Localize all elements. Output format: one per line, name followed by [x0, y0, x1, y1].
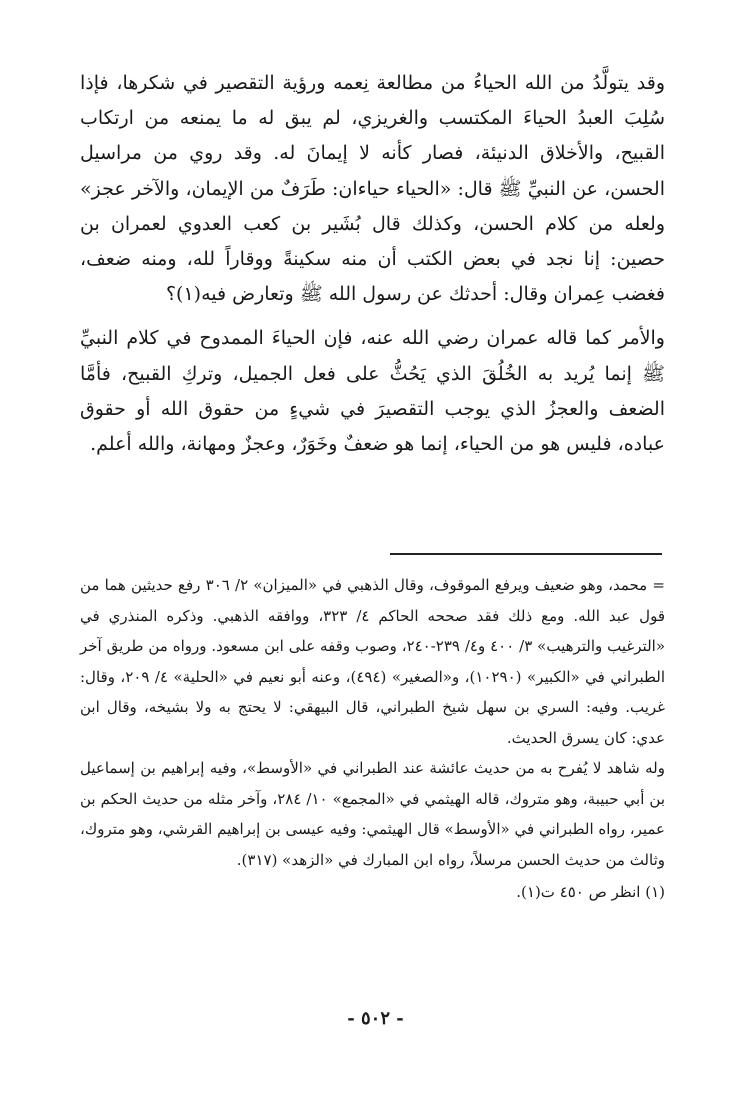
- footnote-reference: (١) انظر ص ٤٥٠ ت(١).: [516, 883, 665, 901]
- footnote-paragraph-2: وله شاهد لا يُفرح به من حديث عائشة عند الطبراني في «الأوسط»، وفيه إبراهيم بن إسماعيل بن أبي حبيبة، وهو متروك، قاله الهيثمي في «المجمع» ١٠/ ٢٨٤، وآخر مثله من حديث الحكم بن عمير، رواه الطبراني في «الأوسط» قال الهيثمي: وفيه عيسى بن إبراهيم القرشي، وهو متروك، وثالث من حديث الحسن مرسلاً، رواه ابن المبارك في «الزهد» (٣١٧).: [80, 759, 665, 869]
- main-text: [80, 66, 665, 462]
- footnote-paragraph-1: = محمد، وهو ضعيف ويرفع الموقوف، وقال الذهبي في «الميزان» ٢/ ٣٠٦ رفع حديثين هما من قول عبد الله. ومع ذلك فقد صححه الحاكم ٤/ ٣٢٣، ووافقه الذهبي. وذكره المنذري في «الترغيب والترهيب» ٣/ ٤٠٠ و٤/ ٢٣٩-٢٤٠، وصوب وقفه على ابن مسعود. ورواه من طريق آخر الطبراني في «الكبير» (١٠٢٩٠)، و«الصغير» (٤٩٤)، وعنه أبو نعيم في «الحلية» ٤/ ٢٠٩، وقال: غريب. وفيه: السري بن سهل شيخ الطبراني، قال البيهقي: لا يحتج به ولا بشيخه، وقال ابن عدي: كان يسرق الحديث.: [80, 576, 666, 747]
- footnote-divider: [390, 553, 662, 555]
- page-number: - ٥٠٢ -: [347, 1008, 404, 1029]
- main-paragraph-1: وقد يتولَّدُ من الله الحياءُ من مطالعة نِعمه ورؤية التقصير في شكرها، فإذا سُلِبَ العبدُ الحياءَ المكتسب والغريزي، لم يبق له ما يمنعه من ارتكاب القبيح، والأخلاق الدنيئة، فصار كأنه لا إيمانَ له. وقد روي من مراسيل الحسن، عن النبيِّ ﷺ قال: «الحياء حياءان: طَرَفٌ من الإيمان، والآخر عجز» ولعله من كلام الحسن، وكذلك قال بُشَير بن كعب العدوي لعمران بن حصين: إنا نجد في بعض الكتب أن منه سكينةً ووقاراً لله، ومنه ضعف، فغضب عِمران وقال: أحدثك عن رسول الله ﷺ وتعارض فيه(١)؟: [80, 72, 665, 306]
- footnotes: [80, 570, 665, 908]
- main-paragraph-2: والأمر كما قاله عمران رضي الله عنه، فإن الحياءَ الممدوح في كلام النبيِّ ﷺ إنما يُريد به الخُلُقَ الذي يَحُثُّ على فعل الجميل، وتركِ القبيح، فأمَّا الضعف والعجزُ الذي يوجب التقصيرَ في شيءٍ من حقوق الله أو حقوق عباده، فليس هو من الحياء، إنما هو ضعفٌ وخَوَرٌ، وعجزٌ ومهانة، والله أعلم.: [80, 327, 665, 456]
